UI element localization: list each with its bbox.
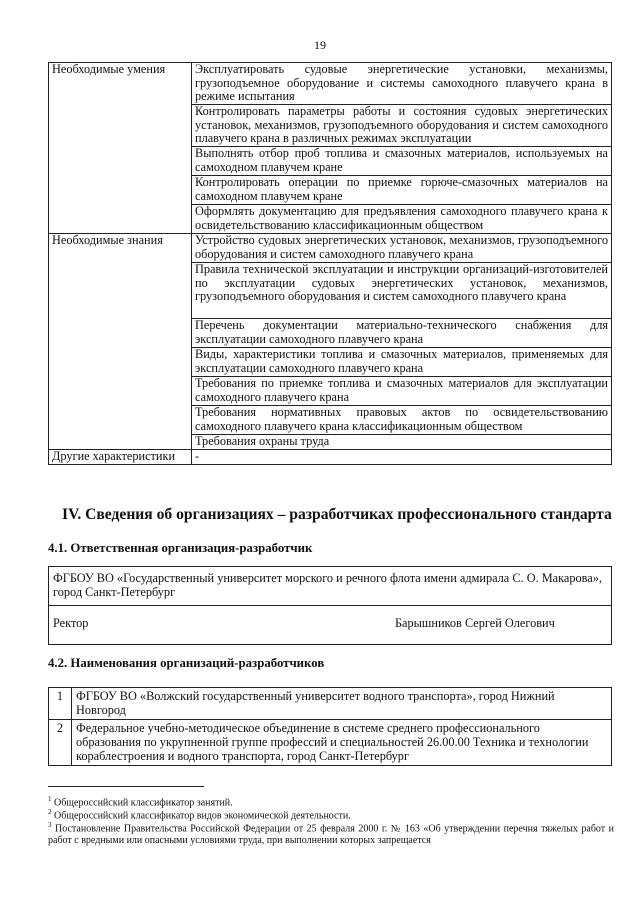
- row-number: 1: [49, 688, 72, 720]
- subsection-title-responsible: 4.1. Ответственная организация-разработчик: [48, 541, 313, 555]
- footnote-mark: 3: [48, 821, 52, 829]
- responsible-org-box: [48, 566, 612, 645]
- table-row: [49, 688, 612, 720]
- table-row: [49, 450, 612, 465]
- footnote-mark: 2: [48, 808, 52, 816]
- skill-item: Оформлять документацию для предъявления самоходного плавучего крана к освидетельствованию классификационным обществом: [192, 205, 612, 234]
- knowledge-item: Требования охраны труда: [192, 435, 612, 450]
- row-label-other: Другие характеристики: [49, 450, 192, 465]
- other-item: -: [192, 450, 612, 465]
- position-label: Ректор: [53, 616, 89, 630]
- footnote-text: Постановление Правительства Российской Федерации от 25 февраля 2000 г. № 163 «Об утверждении перечня тяжелых работ и работ с вредными или опасными условиями труда, при выполнении которых запрещается: [48, 823, 614, 847]
- row-label-skills: Необходимые умения: [49, 63, 192, 234]
- person-name: Барышников Сергей Олегович: [395, 616, 555, 630]
- developer-org: Федеральное учебно-методическое объединение в системе среднего профессионального образования по укрупненной группе профессий и специальностей 26.00.00 Техника и технологии кораблестроения и водного транспорта, город Санкт-Петербург: [72, 720, 612, 766]
- row-label-knowledge: Необходимые знания: [49, 234, 192, 450]
- table-row: [49, 234, 612, 263]
- knowledge-item: Виды, характеристики топлива и смазочных материалов, применяемых для эксплуатации самоходного плавучего крана: [192, 348, 612, 377]
- footnote-text: Общероссийский классификатор занятий.: [54, 797, 233, 809]
- developers-table: [48, 687, 612, 766]
- knowledge-item: Перечень документации материально-технического снабжения для эксплуатации самоходного плавучего крана: [192, 319, 612, 348]
- row-number: 2: [49, 720, 72, 766]
- page-number: 19: [314, 38, 326, 52]
- skills-knowledge-table: [48, 62, 612, 465]
- table-row: [49, 720, 612, 766]
- skill-item: Контролировать операции по приемке горюче-смазочных материалов на самоходном плавучем кране: [192, 176, 612, 205]
- developer-org: ФГБОУ ВО «Волжский государственный университет водного транспорта», город Нижний Новгород: [72, 688, 612, 720]
- footnote-text: Общероссийский классификатор видов экономической деятельности.: [54, 810, 351, 822]
- knowledge-item: Правила технической эксплуатации и инструкции организаций-изготовителей по эксплуатации судовых энергетических установок, механизмов, грузоподъемного оборудования и систем самоходного плавучего крана: [192, 263, 612, 319]
- subsection-title-developers: 4.2. Наименования организаций-разработчиков: [48, 656, 325, 670]
- knowledge-item: Требования нормативных правовых актов по освидетельствованию самоходного плавучего крана классификационным обществом: [192, 406, 612, 435]
- section-title: IV. Сведения об организациях – разработчиках профессионального стандарта: [62, 506, 612, 523]
- table-row: [49, 63, 612, 105]
- signature-row: [49, 606, 611, 644]
- knowledge-item: Требования по приемке топлива и смазочных материалов для эксплуатации самоходного плавучего крана: [192, 377, 612, 406]
- responsible-org-name: ФГБОУ ВО «Государственный университет морского и речного флота имени адмирала С. О. Макарова», город Санкт-Петербург: [49, 567, 611, 606]
- footnote-mark: 1: [48, 795, 52, 803]
- footnote-separator: [48, 786, 204, 787]
- skill-item: Выполнять отбор проб топлива и смазочных материалов, используемых на самоходном плавучем кране: [192, 147, 612, 176]
- knowledge-item: Устройство судовых энергетических установок, механизмов, грузоподъемного оборудования и систем самоходного плавучего крана: [192, 234, 612, 263]
- skill-item: Эксплуатировать судовые энергетические установки, механизмы, грузоподъемное оборудование и системы самоходного плавучего крана в режиме испытания: [192, 63, 612, 105]
- skill-item: Контролировать параметры работы и состояния судовых энергетических установок, механизмов, грузоподъемного оборудования и систем самоходного плавучего крана в различных режимах эксплуатации: [192, 105, 612, 147]
- footnote-3: [48, 819, 614, 847]
